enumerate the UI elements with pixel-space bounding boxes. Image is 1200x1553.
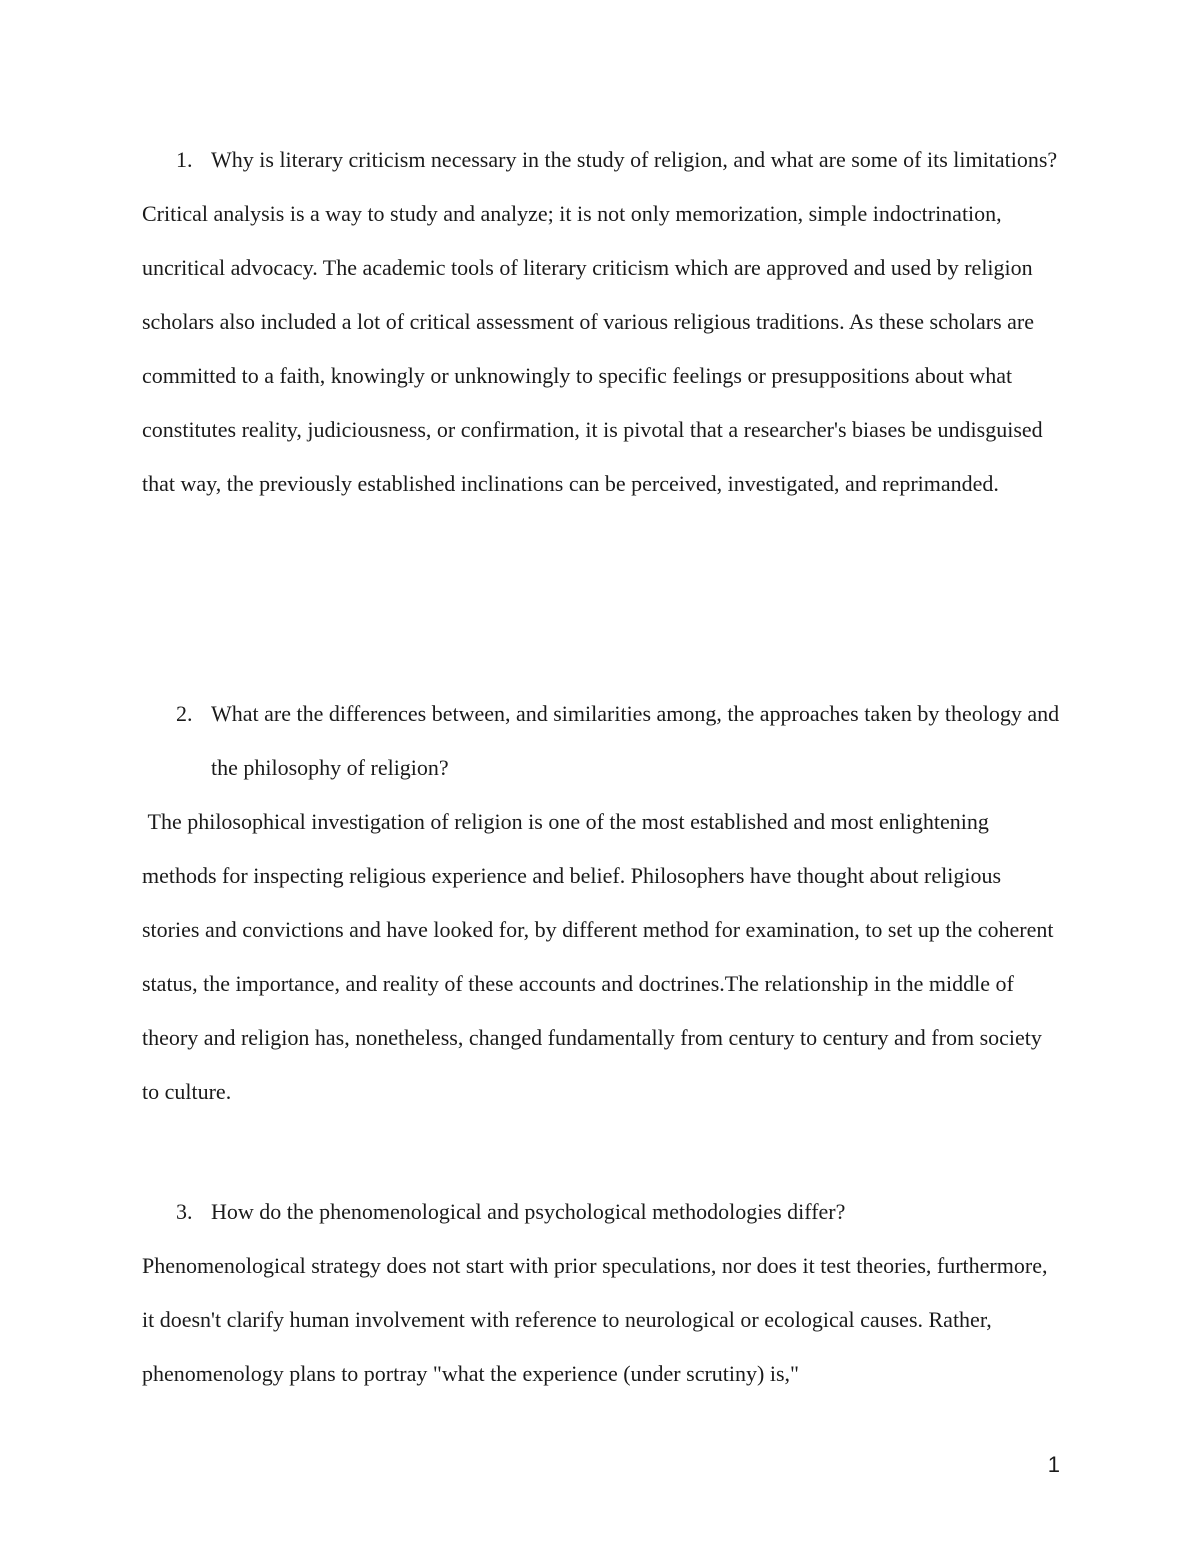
question-2 xyxy=(142,687,1062,795)
question-1 xyxy=(142,133,1062,187)
question-2-number: 2. xyxy=(176,701,193,726)
question-3-text: How do the phenomenological and psychological methodologies differ? xyxy=(211,1199,846,1224)
section-question-2 xyxy=(142,687,1062,1119)
question-3 xyxy=(142,1185,1062,1239)
answer-2: The philosophical investigation of religion is one of the most established and most enlightening methods for inspecting religious experience and belief. Philosophers have thought about religious stories and convictions and have looked for, by different method for examination, to set up the coherent status, the importance, and reality of these accounts and doctrines.The relationship in the middle of theory and religion has, nonetheless, changed fundamentally from century to century and from society to culture. xyxy=(142,809,1059,1104)
section-question-3 xyxy=(142,1185,1062,1401)
page-number: 1 xyxy=(1047,1452,1060,1477)
answer-1: Critical analysis is a way to study and analyze; it is not only memorization, simple indoctrination, uncritical advocacy. The academic tools of literary criticism which are approved and used by religion scholars also included a lot of critical assessment of various religious traditions. As these scholars are committed to a faith, knowingly or unknowingly to specific feelings or presuppositions about what constitutes reality, judiciousness, or confirmation, it is pivotal that a researcher's biases be undisguised that way, the previously established inclinations can be perceived, investigated, and reprimanded. xyxy=(142,201,1043,496)
question-1-text: Why is literary criticism necessary in the study of religion, and what are some of its limitations? xyxy=(211,147,1058,172)
answer-3: Phenomenological strategy does not start with prior speculations, nor does it test theories, furthermore, it doesn't clarify human involvement with reference to neurological or ecological causes. Rather, phenomenology plans to portray "what the experience (under scrutiny) is," xyxy=(142,1253,1048,1386)
question-1-number: 1. xyxy=(176,147,193,172)
question-3-number: 3. xyxy=(176,1199,193,1224)
section-question-1 xyxy=(142,133,1062,511)
question-2-text: What are the differences between, and similarities among, the approaches taken by theology and the philosophy of religion? xyxy=(211,701,1060,780)
